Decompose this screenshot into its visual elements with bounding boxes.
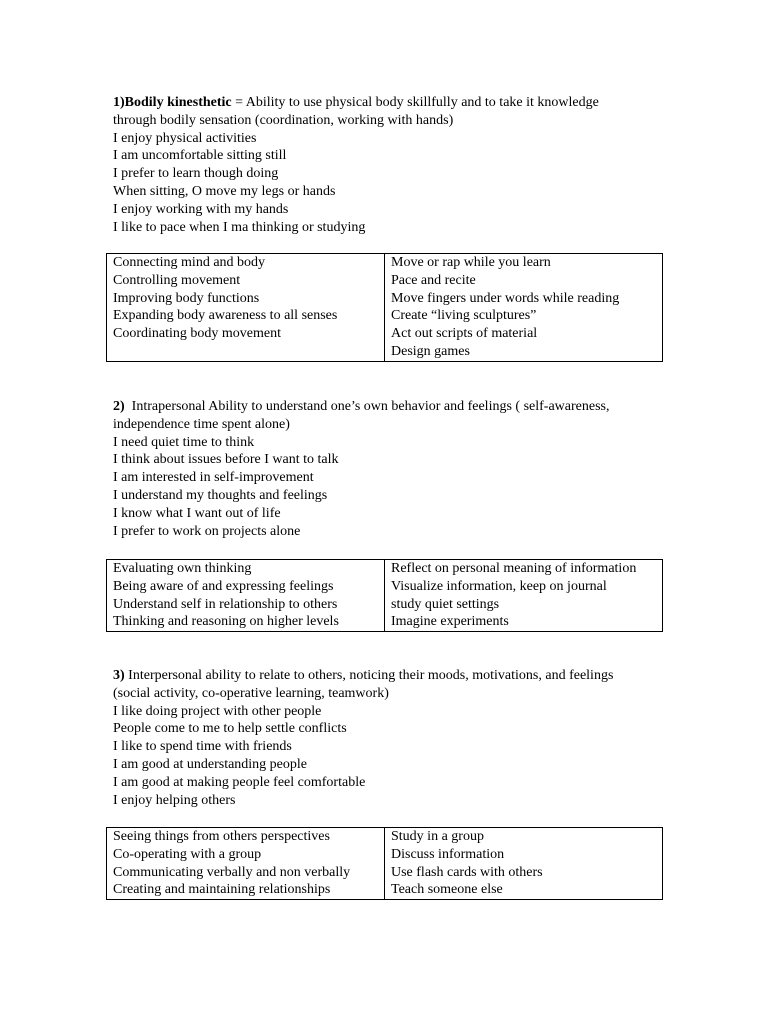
statement: I enjoy physical activities [113, 130, 257, 146]
section-interpersonal [113, 667, 673, 809]
section-number: 1) [113, 95, 125, 110]
table-row [107, 560, 663, 632]
strategy-item: Act out scripts of material [391, 326, 538, 342]
strategy-item: Design games [391, 343, 470, 359]
skill-item: Creating and maintaining relationships [113, 882, 331, 898]
skill-item: Being aware of and expressing feelings [113, 578, 334, 594]
strategy-item: Pace and recite [391, 272, 476, 288]
strategy-item: Visualize information, keep on journal [391, 578, 607, 594]
statement: I think about issues before I want to talk [113, 452, 339, 468]
strategy-item: study quiet settings [391, 596, 500, 612]
strategy-item: Teach someone else [391, 882, 503, 898]
section-description: Intrapersonal Ability to understand one’s own behavior and feelings ( self-awareness, [124, 399, 610, 414]
statement: I understand my thoughts and feelings [113, 487, 328, 503]
section-number: 3) [113, 668, 125, 683]
statement: I am good at making people feel comfortable [113, 774, 366, 790]
strategy-item: Discuss information [391, 846, 505, 862]
strategy-item: Study in a group [391, 829, 484, 844]
section-heading [113, 94, 673, 112]
skill-item: Controlling movement [113, 272, 241, 288]
skill-item: Expanding body awareness to all senses [113, 308, 338, 324]
section-bodily-kinesthetic [113, 94, 673, 236]
skill-item: Understand self in relationship to others [113, 596, 338, 612]
skills-cell [107, 828, 385, 900]
strategies-table [106, 559, 663, 632]
statement: I like doing project with other people [113, 703, 322, 719]
statement: I know what I want out of life [113, 505, 281, 521]
statement: When sitting, O move my legs or hands [113, 183, 336, 199]
strategies-table [106, 827, 663, 900]
strategy-item: Move or rap while you learn [391, 255, 551, 270]
section-description-continued: independence time spent alone) [113, 416, 290, 432]
section-heading [113, 398, 673, 416]
skill-item: Co-operating with a group [113, 846, 262, 862]
skill-item: Connecting mind and body [113, 255, 266, 270]
skill-item: Communicating verbally and non verbally [113, 864, 351, 880]
table-row [107, 254, 663, 362]
statement: I prefer to work on projects alone [113, 523, 301, 539]
statement: I am good at understanding people [113, 756, 308, 772]
strategy-item: Use flash cards with others [391, 864, 543, 880]
section-description-continued: through bodily sensation (coordination, working with hands) [113, 112, 454, 128]
strategies-cell [385, 560, 663, 632]
skill-item: Seeing things from others perspectives [113, 829, 330, 844]
section-title: Bodily kinesthetic [124, 95, 232, 110]
section-description: Interpersonal ability to relate to others, noticing their moods, motivations, and feelings [124, 668, 614, 683]
skills-cell [107, 254, 385, 362]
skills-cell [107, 560, 385, 632]
strategy-item: Imagine experiments [391, 614, 509, 630]
strategy-item: Reflect on personal meaning of information [391, 561, 637, 576]
strategies-table [106, 253, 663, 362]
statement: I enjoy working with my hands [113, 201, 289, 217]
strategy-item: Move fingers under words while reading [391, 290, 620, 306]
skill-item: Thinking and reasoning on higher levels [113, 614, 339, 630]
table-row [107, 828, 663, 900]
statement: I like to spend time with friends [113, 739, 292, 755]
statement: I am interested in self-improvement [113, 470, 314, 486]
section-heading [113, 667, 673, 685]
skill-item: Improving body functions [113, 290, 260, 306]
skill-item: Coordinating body movement [113, 326, 281, 342]
statement: I enjoy helping others [113, 792, 236, 808]
statement: I prefer to learn though doing [113, 166, 279, 182]
section-description-continued: (social activity, co-operative learning, teamwork) [113, 685, 389, 701]
statement: I like to pace when I ma thinking or studying [113, 219, 366, 235]
section-number: 2) [113, 399, 125, 414]
statement: People come to me to help settle conflicts [113, 721, 347, 737]
strategies-cell [385, 828, 663, 900]
section-description: = Ability to use physical body skillfully and to take it knowledge [231, 95, 599, 110]
strategies-cell [385, 254, 663, 362]
statement: I am uncomfortable sitting still [113, 148, 287, 164]
skill-item: Evaluating own thinking [113, 561, 252, 576]
strategy-item: Create “living sculptures” [391, 308, 537, 324]
section-intrapersonal [113, 398, 673, 540]
statement: I need quiet time to think [113, 434, 255, 450]
